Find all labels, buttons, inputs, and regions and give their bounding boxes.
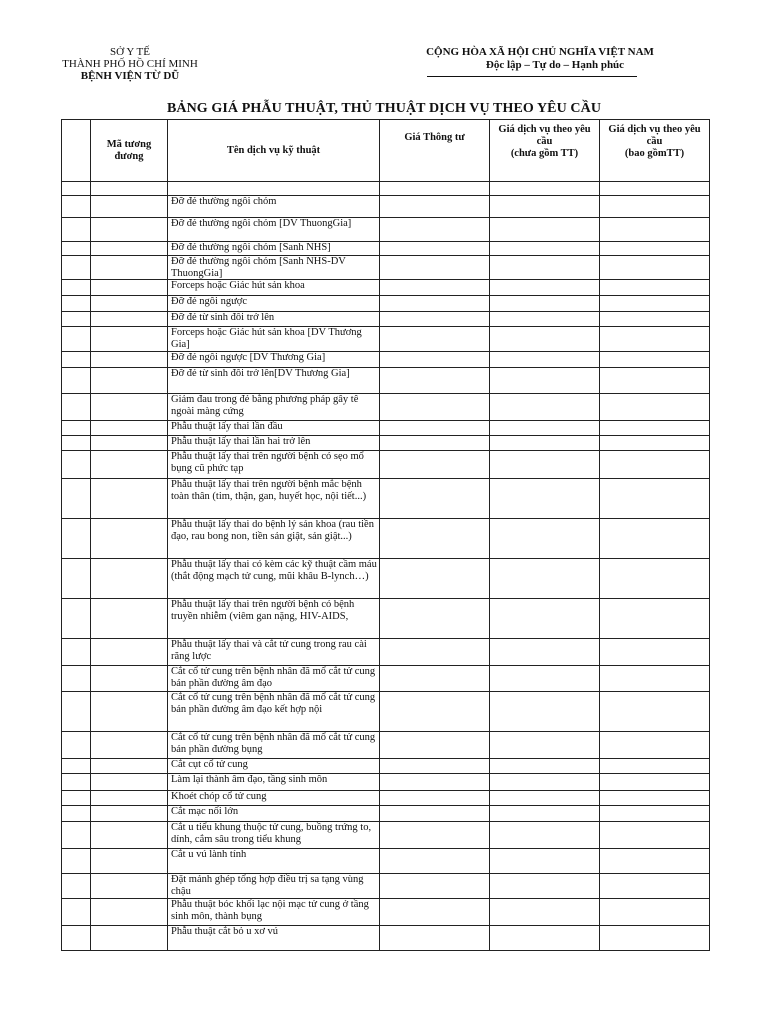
price-incl-cell (600, 519, 710, 559)
base-price-cell (380, 822, 490, 849)
code-cell (91, 182, 168, 196)
service-name-cell: Phẫu thuật lấy thai lần hai trở lên (168, 436, 380, 451)
code-cell (91, 759, 168, 774)
price-incl-cell (600, 327, 710, 352)
index-cell (62, 599, 91, 639)
service-name-cell: Đỡ đẻ từ sinh đôi trở lên[DV Thương Gia] (168, 368, 380, 394)
price-excl-line1: Giá dịch vụ theo yêu cầu (498, 124, 591, 147)
price-incl-cell (600, 256, 710, 280)
service-name-cell: Phẫu thuật bóc khối lạc nội mạc tử cung ở tầng sinh môn, thành bụng (168, 899, 380, 926)
table-body (62, 182, 710, 951)
price-excl-cell (490, 218, 600, 242)
index-cell (62, 280, 91, 296)
base-price-cell (380, 639, 490, 666)
column-header-price-excl (490, 120, 600, 182)
price-excl-cell (490, 394, 600, 421)
table-row (62, 519, 710, 559)
hospital-name: BỆNH VIỆN TỪ DŨ (80, 70, 180, 82)
service-name-cell: Forceps hoặc Giác hút sản khoa [DV Thương Gia] (168, 327, 380, 352)
service-name-cell: Khoét chóp cổ tử cung (168, 791, 380, 806)
base-price-cell (380, 436, 490, 451)
code-cell (91, 394, 168, 421)
price-incl-cell (600, 280, 710, 296)
price-incl-cell (600, 394, 710, 421)
table-row (62, 791, 710, 806)
service-name-cell: Đỡ đẻ ngôi ngược [DV Thương Gia] (168, 352, 380, 368)
service-name-cell: Phẫu thuật lấy thai có kèm các kỹ thuật cầm máu (thắt động mạch tử cung, mũi khâu B-lynch…) (168, 559, 380, 599)
base-price-cell (380, 732, 490, 759)
base-price-cell (380, 256, 490, 280)
table-row (62, 368, 710, 394)
base-price-cell (380, 327, 490, 352)
price-excl-cell (490, 312, 600, 327)
price-excl-cell (490, 479, 600, 519)
table-row (62, 451, 710, 479)
code-cell (91, 559, 168, 599)
table-row (62, 849, 710, 874)
index-cell (62, 806, 91, 822)
price-incl-cell (600, 759, 710, 774)
index-cell (62, 822, 91, 849)
price-incl-cell (600, 559, 710, 599)
price-excl-cell (490, 822, 600, 849)
index-cell (62, 218, 91, 242)
base-price-cell (380, 368, 490, 394)
price-excl-cell (490, 451, 600, 479)
price-excl-cell (490, 519, 600, 559)
base-price-cell (380, 759, 490, 774)
base-price-cell (380, 394, 490, 421)
column-header-base-price: Giá Thông tư (380, 120, 490, 182)
code-cell (91, 196, 168, 218)
column-header-index (62, 120, 91, 182)
base-price-cell (380, 849, 490, 874)
price-excl-cell (490, 352, 600, 368)
table-row (62, 479, 710, 519)
table-row (62, 666, 710, 692)
index-cell (62, 479, 91, 519)
service-name-cell: Cắt cổ tử cung trên bệnh nhân đã mổ cắt tử cung bán phần đường âm đạo kết hợp nội (168, 692, 380, 732)
service-name-cell: Phẫu thuật lấy thai lần đầu (168, 421, 380, 436)
index-cell (62, 196, 91, 218)
index-cell (62, 242, 91, 256)
price-excl-cell (490, 599, 600, 639)
price-excl-cell (490, 732, 600, 759)
index-cell (62, 421, 91, 436)
price-excl-cell (490, 899, 600, 926)
code-cell (91, 256, 168, 280)
index-cell (62, 559, 91, 599)
base-price-cell (380, 451, 490, 479)
price-excl-cell (490, 774, 600, 791)
code-cell (91, 899, 168, 926)
base-price-cell (380, 899, 490, 926)
table-row (62, 436, 710, 451)
service-name-cell (168, 182, 380, 196)
table-row (62, 806, 710, 822)
base-price-cell (380, 280, 490, 296)
city-name: THÀNH PHỐ HỒ CHÍ MINH (62, 58, 198, 70)
base-price-cell (380, 312, 490, 327)
table-row (62, 394, 710, 421)
table-row (62, 926, 710, 951)
table-row (62, 822, 710, 849)
index-cell (62, 899, 91, 926)
base-price-cell (380, 218, 490, 242)
index-cell (62, 312, 91, 327)
service-name-cell: Cắt u tiểu khung thuộc tử cung, buồng trứng to, dính, cắm sâu trong tiểu khung (168, 822, 380, 849)
service-name-cell: Đỡ đẻ ngôi ngược (168, 296, 380, 312)
code-cell (91, 926, 168, 951)
index-cell (62, 352, 91, 368)
service-name-cell: Phẫu thuật lấy thai trên người bệnh mắc bệnh toàn thân (tim, thận, gan, huyết học, nội tiết...) (168, 479, 380, 519)
code-cell (91, 519, 168, 559)
code-cell (91, 296, 168, 312)
price-incl-cell (600, 899, 710, 926)
price-incl-cell (600, 242, 710, 256)
table-row (62, 599, 710, 639)
ministry-name: SỞ Y TẾ (110, 46, 150, 58)
price-excl-cell (490, 926, 600, 951)
price-incl-cell (600, 926, 710, 951)
price-incl-cell (600, 732, 710, 759)
table-row (62, 296, 710, 312)
price-excl-cell (490, 196, 600, 218)
motto-underline (427, 76, 637, 77)
base-price-cell (380, 774, 490, 791)
service-name-cell: Forceps hoặc Giác hút sản khoa (168, 280, 380, 296)
code-cell (91, 874, 168, 899)
base-price-cell (380, 519, 490, 559)
code-cell (91, 421, 168, 436)
index-cell (62, 451, 91, 479)
service-name-cell: Phẫu thuật lấy thai và cắt tử cung trong rau cài răng lược (168, 639, 380, 666)
code-cell (91, 822, 168, 849)
price-incl-cell (600, 421, 710, 436)
price-excl-cell (490, 327, 600, 352)
price-excl-cell (490, 296, 600, 312)
service-name-cell: Cắt u vú lành tính (168, 849, 380, 874)
table-row (62, 256, 710, 280)
base-price-cell (380, 352, 490, 368)
price-incl-cell (600, 182, 710, 196)
index-cell (62, 296, 91, 312)
table-row (62, 639, 710, 666)
index-cell (62, 926, 91, 951)
service-name-cell: Làm lại thành âm đạo, tầng sinh môn (168, 774, 380, 791)
table-row (62, 182, 710, 196)
index-cell (62, 639, 91, 666)
price-incl-cell (600, 451, 710, 479)
table-row (62, 692, 710, 732)
code-cell (91, 732, 168, 759)
service-name-cell: Phẫu thuật lấy thai do bệnh lý sản khoa (rau tiền đạo, rau bong non, tiền sản giật, sản giật...) (168, 519, 380, 559)
code-cell (91, 849, 168, 874)
price-incl-cell (600, 849, 710, 874)
code-cell (91, 639, 168, 666)
price-excl-line2: (chưa gồm TT) (510, 148, 579, 159)
index-cell (62, 256, 91, 280)
service-name-cell: Cắt cụt cổ tử cung (168, 759, 380, 774)
republic-name: CỘNG HÒA XÃ HỘI CHỦ NGHĨA VIỆT NAM (426, 46, 654, 58)
base-price-cell (380, 182, 490, 196)
service-name-cell: Phẫu thuật cắt bỏ u xơ vú (168, 926, 380, 951)
price-incl-line1: Giá dịch vụ theo yêu cầu (608, 124, 701, 147)
table-row (62, 312, 710, 327)
service-name-cell: Phẫu thuật lấy thai trên người bệnh có bệnh truyền nhiễm (viêm gan nặng, HIV-AIDS, (168, 599, 380, 639)
service-name-cell: Cắt cổ tử cung trên bệnh nhân đã mổ cắt tử cung bán phần đường bụng (168, 732, 380, 759)
price-incl-cell (600, 479, 710, 519)
price-incl-cell (600, 599, 710, 639)
price-excl-cell (490, 242, 600, 256)
national-motto: Độc lập – Tự do – Hạnh phúc (485, 59, 625, 71)
base-price-cell (380, 791, 490, 806)
code-cell (91, 312, 168, 327)
code-cell (91, 479, 168, 519)
base-price-cell (380, 806, 490, 822)
price-table (61, 119, 710, 951)
price-excl-cell (490, 639, 600, 666)
table-row (62, 242, 710, 256)
index-cell (62, 327, 91, 352)
index-cell (62, 182, 91, 196)
table-header-row (62, 120, 710, 182)
service-name-cell: Đặt mảnh ghép tổng hợp điều trị sa tạng vùng chậu (168, 874, 380, 899)
index-cell (62, 368, 91, 394)
index-cell (62, 732, 91, 759)
price-excl-cell (490, 874, 600, 899)
code-cell (91, 218, 168, 242)
base-price-cell (380, 926, 490, 951)
price-incl-line2: (bao gồmTT) (624, 148, 685, 159)
service-name-cell: Đỡ đẻ thường ngôi chỏm (168, 196, 380, 218)
code-cell (91, 327, 168, 352)
index-cell (62, 666, 91, 692)
price-incl-cell (600, 806, 710, 822)
index-cell (62, 692, 91, 732)
table-row (62, 421, 710, 436)
code-cell (91, 436, 168, 451)
price-excl-cell (490, 666, 600, 692)
header-right (370, 46, 710, 72)
service-name-cell: Cắt mạc nối lớn (168, 806, 380, 822)
base-price-cell (380, 874, 490, 899)
base-price-cell (380, 692, 490, 732)
price-incl-cell (600, 692, 710, 732)
table-row (62, 759, 710, 774)
base-price-cell (380, 296, 490, 312)
service-name-cell: Giảm đau trong đẻ bằng phương pháp gây tê ngoài màng cứng (168, 394, 380, 421)
price-excl-cell (490, 256, 600, 280)
index-cell (62, 774, 91, 791)
table-row (62, 732, 710, 759)
table-row (62, 218, 710, 242)
code-cell (91, 599, 168, 639)
base-price-cell (380, 559, 490, 599)
price-incl-cell (600, 352, 710, 368)
table-row (62, 327, 710, 352)
price-excl-cell (490, 182, 600, 196)
table-row (62, 874, 710, 899)
table-row (62, 196, 710, 218)
price-incl-cell (600, 639, 710, 666)
service-name-cell: Cắt cổ tử cung trên bệnh nhân đã mổ cắt tử cung bán phần đường âm đạo (168, 666, 380, 692)
price-excl-cell (490, 559, 600, 599)
service-name-cell: Đỡ đẻ thường ngôi chỏm [DV ThuongGia] (168, 218, 380, 242)
column-header-price-incl (600, 120, 710, 182)
index-cell (62, 874, 91, 899)
price-excl-cell (490, 791, 600, 806)
code-cell (91, 242, 168, 256)
index-cell (62, 394, 91, 421)
index-cell (62, 791, 91, 806)
index-cell (62, 519, 91, 559)
price-excl-cell (490, 806, 600, 822)
price-excl-cell (490, 849, 600, 874)
code-cell (91, 791, 168, 806)
price-excl-cell (490, 436, 600, 451)
price-excl-cell (490, 368, 600, 394)
index-cell (62, 759, 91, 774)
table-row (62, 899, 710, 926)
service-name-cell: Đỡ đẻ từ sinh đôi trở lên (168, 312, 380, 327)
table-row (62, 559, 710, 599)
price-incl-cell (600, 822, 710, 849)
code-cell (91, 806, 168, 822)
base-price-cell (380, 479, 490, 519)
code-cell (91, 280, 168, 296)
price-excl-cell (490, 421, 600, 436)
price-incl-cell (600, 791, 710, 806)
price-incl-cell (600, 368, 710, 394)
document-title: BẢNG GIÁ PHẪU THUẬT, THỦ THUẬT DỊCH VỤ THEO YÊU CẦU (166, 101, 602, 116)
code-cell (91, 352, 168, 368)
price-excl-cell (490, 692, 600, 732)
service-name-cell: Đỡ đẻ thường ngôi chỏm [Sanh NHS] (168, 242, 380, 256)
column-header-code: Mã tương đương (91, 120, 168, 182)
base-price-cell (380, 599, 490, 639)
service-name-cell: Phẫu thuật lấy thai trên người bệnh có sẹo mổ bụng cũ phức tạp (168, 451, 380, 479)
price-incl-cell (600, 218, 710, 242)
code-cell (91, 774, 168, 791)
price-incl-cell (600, 312, 710, 327)
base-price-cell (380, 421, 490, 436)
code-cell (91, 368, 168, 394)
service-name-cell: Đỡ đẻ thường ngôi chỏm [Sanh NHS-DV ThuongGia] (168, 256, 380, 280)
table-row (62, 280, 710, 296)
header-left (40, 46, 220, 82)
code-cell (91, 692, 168, 732)
column-header-service: Tên dịch vụ kỹ thuật (168, 120, 380, 182)
price-incl-cell (600, 196, 710, 218)
code-cell (91, 451, 168, 479)
base-price-cell (380, 242, 490, 256)
price-incl-cell (600, 666, 710, 692)
price-incl-cell (600, 874, 710, 899)
base-price-cell (380, 196, 490, 218)
code-cell (91, 666, 168, 692)
price-incl-cell (600, 296, 710, 312)
price-excl-cell (490, 759, 600, 774)
price-excl-cell (490, 280, 600, 296)
price-incl-cell (600, 774, 710, 791)
table-row (62, 352, 710, 368)
index-cell (62, 436, 91, 451)
base-price-cell (380, 666, 490, 692)
price-incl-cell (600, 436, 710, 451)
table-row (62, 774, 710, 791)
index-cell (62, 849, 91, 874)
